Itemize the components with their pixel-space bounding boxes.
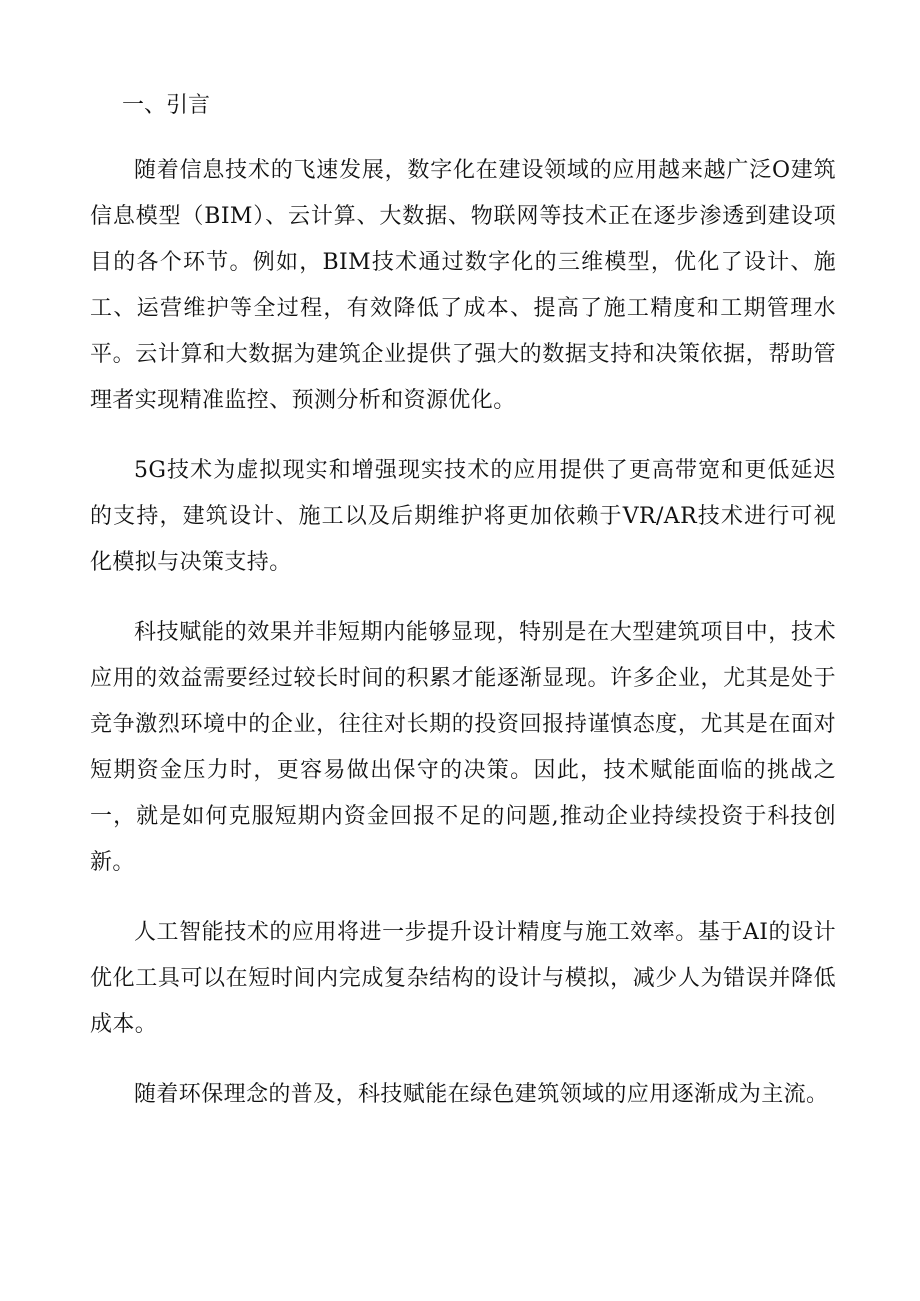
section-heading: 一、引言: [122, 93, 211, 118]
paragraph-green-building: 随着环保理念的普及，科技赋能在绿色建筑领域的应用逐渐成为主流。: [134, 1082, 829, 1107]
paragraph-5g-vr-ar: 5G技术为虚拟现实和增强现实技术的应用提供了更高带宽和更低延迟的支持，建筑设计、施工以及后期维护将更加依赖于VR/AR技术进行可视化模拟与决策支持。: [90, 458, 836, 575]
paragraph-investment-challenge: 科技赋能的效果并非短期内能够显现，特别是在大型建筑项目中，技术应用的效益需要经过较长时间的积累才能逐渐显现。许多企业，尤其是处于竞争激烈环境中的企业，往往对长期的投资回报持谨慎态度，尤其是在面对短期资金压力时，更容易做出保守的决策。因此，技术赋能面临的挑战之一，就是如何克服短期内资金回报不足的问题,推动企业持续投资于科技创新。: [90, 620, 836, 875]
paragraph-intro-digitalization: 随着信息技术的飞速发展，数字化在建设领域的应用越来越广泛O建筑信息模型（BIM）、云计算、大数据、物联网等技术正在逐步渗透到建设项目的各个环节。例如，BIM技术通过数字化的三维模型，优化了设计、施工、运营维护等全过程，有效降低了成本、提高了施工精度和工期管理水平。云计算和大数据为建筑企业提供了强大的数据支持和决策依据，帮助管理者实现精准监控、预测分析和资源优化。: [90, 158, 836, 413]
paragraph-ai-design: 人工智能技术的应用将进一步提升设计精度与施工效率。基于AI的设计优化工具可以在短时间内完成复杂结构的设计与模拟，减少人为错误并降低成本。: [90, 920, 836, 1037]
